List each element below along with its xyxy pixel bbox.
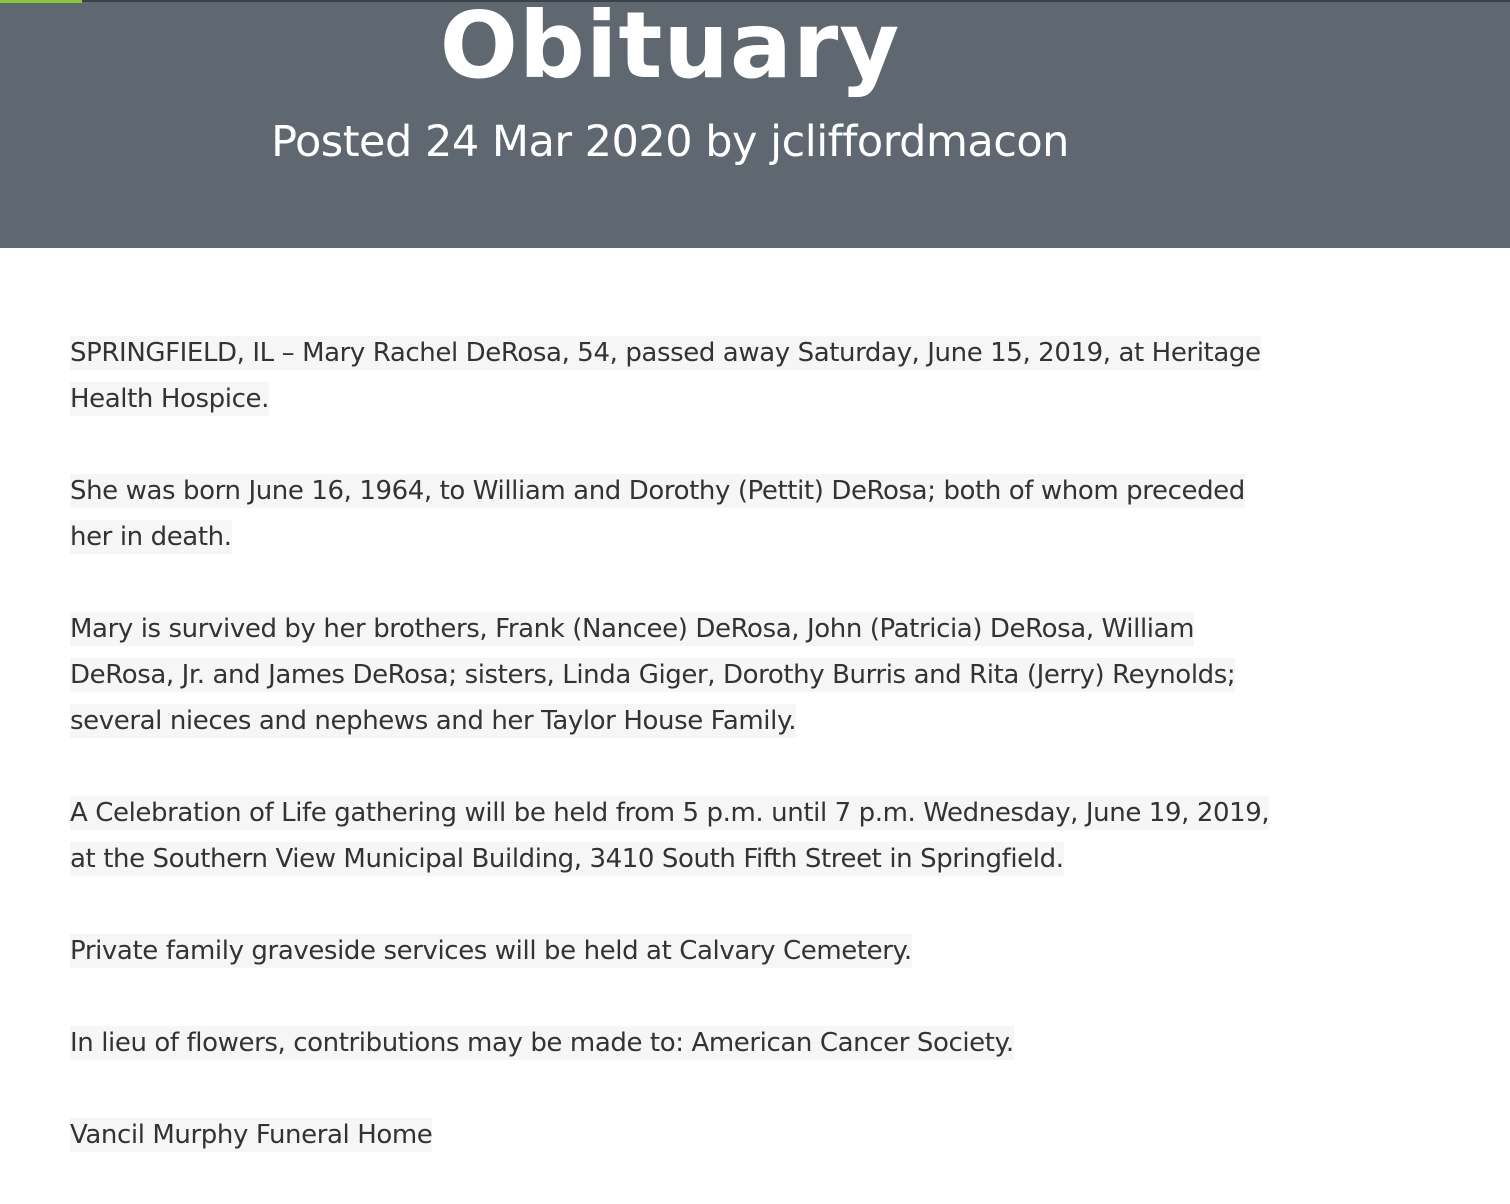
paragraph-text: SPRINGFIELD, IL – Mary Rachel DeRosa, 54, passed away Saturday, June 15, 2019, at Heritage Health Hospice. bbox=[70, 338, 1261, 414]
paragraph-text: Mary is survived by her brothers, Frank (Nancee) DeRosa, John (Patricia) DeRosa, William DeRosa, Jr. and James DeRosa; sisters, Linda Giger, Dorothy Burris and Rita (Jerry) Reynolds; several nieces and nephews and her Taylor House Family. bbox=[70, 614, 1236, 736]
page-header bbox=[0, 0, 1510, 248]
page-title: Obituary bbox=[439, 0, 901, 99]
article-body bbox=[70, 330, 1280, 1204]
paragraph-text: Private family graveside services will be held at Calvary Cemetery. bbox=[70, 936, 912, 966]
paragraph-text: She was born June 16, 1964, to William and Dorothy (Pettit) DeRosa; both of whom preceded her in death. bbox=[70, 476, 1245, 552]
paragraph-funeral-home bbox=[70, 1112, 1280, 1158]
paragraph-birth bbox=[70, 468, 1280, 560]
post-byline: Posted 24 Mar 2020 by jcliffordmacon bbox=[271, 117, 1069, 167]
paragraph-celebration bbox=[70, 790, 1280, 882]
paragraph-survivors bbox=[70, 606, 1280, 744]
paragraph-text: In lieu of flowers, contributions may be made to: American Cancer Society. bbox=[70, 1028, 1014, 1058]
paragraph-services bbox=[70, 928, 1280, 974]
paragraph-text: A Celebration of Life gathering will be held from 5 p.m. until 7 p.m. Wednesday, June 19, 2019, at the Southern View Municipal Building, 3410 South Fifth Street in Springfield. bbox=[70, 798, 1270, 874]
paragraph-announcement bbox=[70, 330, 1280, 422]
paragraph-contributions bbox=[70, 1020, 1280, 1066]
paragraph-text: Vancil Murphy Funeral Home bbox=[70, 1120, 433, 1150]
